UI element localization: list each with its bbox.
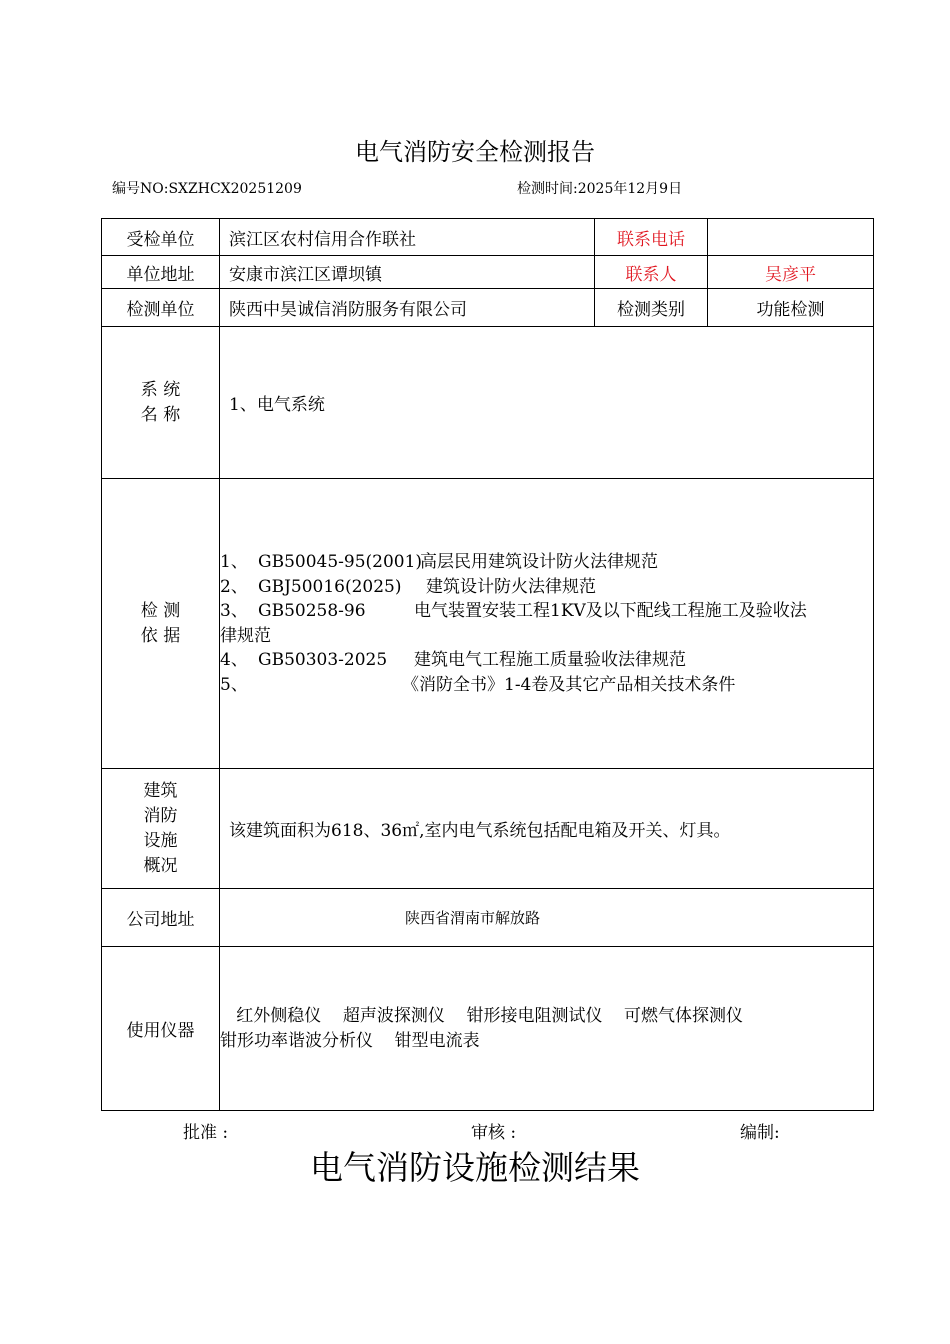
table-row (102, 479, 874, 769)
compile-signature: 编制: (740, 1123, 780, 1143)
address-value: 安康市滨江区谭坝镇 (220, 256, 595, 289)
inspected-unit-value: 滨江区农村信用合作联社 (220, 219, 595, 256)
table-row (102, 889, 874, 947)
table-row (102, 289, 874, 327)
testing-unit-label: 检测单位 (102, 289, 220, 327)
review-signature: 审核 : (471, 1123, 517, 1143)
list-item: 4、 GB50303-2025 建筑电气工程施工质量验收法律规范 (220, 650, 686, 670)
test-time: 检测时间:2025年12月9日 (517, 181, 683, 197)
report-title: 电气消防安全检测报告 (355, 138, 595, 166)
system-name-label (102, 327, 220, 479)
basis-label-line: 依 据 (140, 625, 181, 646)
table-row (102, 219, 874, 256)
basis-list (220, 479, 874, 769)
system-label-line: 系 统 (140, 379, 181, 400)
company-address-label: 公司地址 (102, 889, 220, 947)
instruments-value (220, 947, 874, 1111)
instruments-line: 钳形功率谐波分析仪 钳型电流表 (220, 1030, 480, 1051)
basis-label (102, 479, 220, 769)
section-title: 电气消防设施检测结果 (310, 1148, 640, 1187)
basis-label-line: 检 测 (140, 600, 181, 621)
report-table (101, 218, 874, 1111)
system-name-value: 1、电气系统 (220, 327, 874, 479)
testing-unit-value: 陕西中昊诚信消防服务有限公司 (220, 289, 595, 327)
list-item: 2、 GBJ50016(2025) 建筑设计防火法律规范 (220, 576, 596, 597)
test-type-value: 功能检测 (708, 289, 874, 327)
table-row (102, 256, 874, 289)
instruments-label: 使用仪器 (102, 947, 220, 1111)
contact-label: 联系人 (595, 256, 708, 289)
overview-label-line: 建筑 (143, 780, 178, 801)
instruments-line: 红外侧稳仪 超声波探测仪 钳形接电阻测试仪 可燃气体探测仪 (220, 1005, 744, 1026)
overview-label-line: 概况 (143, 855, 178, 876)
test-type-label: 检测类别 (595, 289, 708, 327)
list-item: 律规范 (220, 625, 271, 646)
overview-label (102, 769, 220, 889)
table-row (102, 327, 874, 479)
approve-signature: 批准 : (183, 1123, 229, 1143)
list-item: 3、 GB50258-96 电气装置安装工程1KV及以下配线工程施工及验收法 (220, 601, 807, 621)
table-row (102, 769, 874, 889)
inspected-unit-label: 受检单位 (102, 219, 220, 256)
address-label: 单位地址 (102, 256, 220, 289)
overview-label-line: 设施 (143, 830, 178, 851)
contact-value: 吴彦平 (708, 256, 874, 289)
system-label-line: 名 称 (140, 404, 181, 425)
table-row (102, 947, 874, 1111)
report-number: 编号NO:SXZHCX20251209 (112, 181, 302, 197)
list-item: 1、 GB50045-95(2001)高层民用建筑设计防火法律规范 (220, 552, 658, 572)
phone-label: 联系电话 (595, 219, 708, 256)
overview-label-line: 消防 (143, 805, 178, 826)
company-address-value: 陕西省渭南市解放路 (220, 889, 874, 947)
overview-value: 该建筑面积为618、36㎡,室内电气系统包括配电箱及开关、灯具。 (220, 769, 874, 889)
list-item: 5、 《消防全书》1-4卷及其它产品相关技术条件 (220, 674, 736, 695)
phone-value (708, 219, 874, 256)
